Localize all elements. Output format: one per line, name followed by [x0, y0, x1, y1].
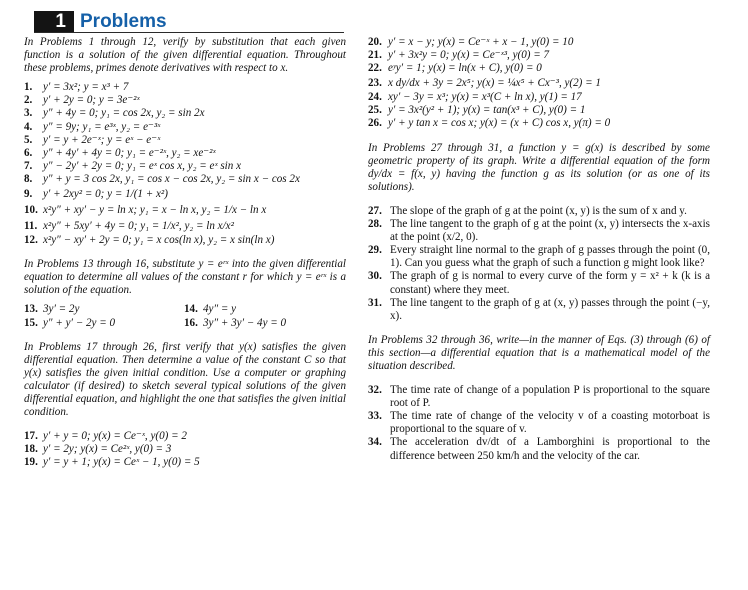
problem-text: y′ + 2xy² = 0; y = 1/(1 + x²) [43, 188, 168, 201]
problem-number: 16. [184, 316, 198, 329]
problem-item [24, 317, 184, 330]
problem-text: y″ + 4y′ + 4y = 0; y₁ = e⁻²ˣ, y₂ = xe⁻²ˣ [43, 146, 216, 159]
problem-number: 4. [24, 120, 33, 133]
problem-text: x²y″ + xy′ − y = ln x; y₁ = x − ln x, y₂ = 1/x − ln x [43, 204, 267, 217]
intro-problems-17-26: In Problems 17 through 26, first verify that y(x) satisfies the given differential equation. Then determine a value of the constant C so that y(x) satisfies the given initial condition. Use a computer or graphing calculator (if desired) to sketch several typical solutions of the given differential equation, and highlight the one that satisfies the given initial condition. [24, 340, 346, 419]
problem-item [24, 430, 346, 443]
problem-text: y′ + 2y = 0; y = 3e⁻²ˣ [43, 94, 140, 107]
problem-item [368, 297, 710, 323]
problem-item [24, 218, 346, 234]
problem-text: x dy/dx + 3y = 2x⁵; y(x) = ¼x⁵ + Cx⁻³, y(2) = 1 [388, 77, 601, 90]
problem-text: x²y″ + 5xy′ + 4y = 0; y₁ = 1/x², y₂ = ln x/x² [43, 220, 234, 233]
problem-text: x²y″ − xy′ + 2y = 0; y₁ = x cos(ln x), y₂ = x sin(ln x) [43, 234, 275, 247]
problem-number: 14. [184, 303, 198, 316]
problem-text: y′ = y + 2e⁻ˣ; y = eˣ − e⁻ˣ [43, 133, 161, 146]
problem-item [24, 186, 346, 202]
left-column [24, 36, 346, 469]
problem-item [24, 202, 346, 218]
problem-number: 25. [368, 104, 382, 117]
problem-text: The line tangent to the graph of g at (x, y) passes through the point (−y, x). [390, 296, 710, 322]
problem-item [24, 173, 346, 186]
problem-number: 33. [368, 410, 382, 423]
problem-list-13-16 [24, 303, 346, 329]
problem-item [24, 134, 346, 147]
problem-text: Every straight line normal to the graph of g passes through the point (0, 1). Can you guess what the graph of such a function g might look like? [390, 244, 710, 270]
problem-item [368, 205, 710, 218]
right-column [368, 36, 710, 463]
problem-number: 29. [368, 244, 382, 257]
problem-text: y′ = y + 1; y(x) = Ceˣ − 1, y(0) = 5 [43, 456, 200, 469]
problem-item [368, 410, 710, 436]
problem-item [184, 317, 344, 330]
problem-item [24, 121, 346, 134]
section-title: Problems [80, 11, 167, 32]
problem-number: 6. [24, 146, 33, 159]
problem-number: 24. [368, 91, 382, 104]
problem-text: y″ + 4y = 0; y₁ = cos 2x, y₂ = sin 2x [43, 107, 205, 120]
problem-item [24, 107, 346, 120]
section-header [34, 11, 167, 32]
intro-problems-13-16: In Problems 13 through 16, substitute y = eʳˣ into the given differential equation to determine all values of the constant r for which y = eʳˣ is a solution of the equation. [24, 258, 346, 297]
problem-item [24, 303, 184, 316]
problem-text: y′ + y = 0; y(x) = Ce⁻ˣ, y(0) = 2 [43, 430, 187, 443]
section-number: 1 [34, 11, 74, 32]
problem-number: 11. [24, 220, 38, 233]
problem-number: 28. [368, 218, 382, 231]
problem-number: 18. [24, 443, 38, 456]
problem-row [24, 303, 346, 316]
problem-text: 4y″ = y [203, 303, 237, 316]
problem-list-32-34 [368, 384, 710, 463]
problem-number: 15. [24, 316, 38, 329]
problem-text: y′ + 3x²y = 0; y(x) = Ce⁻ˣ³, y(0) = 7 [388, 49, 550, 62]
problem-number: 8. [24, 172, 33, 185]
problem-item [368, 218, 710, 244]
problem-number: 21. [368, 49, 382, 62]
problem-item [368, 436, 710, 462]
problem-item [184, 303, 344, 316]
problem-number: 32. [368, 384, 382, 397]
problem-number: 34. [368, 436, 382, 449]
problem-text: y′ = 2y; y(x) = Ce²ˣ, y(0) = 3 [43, 443, 172, 456]
problem-item [368, 104, 710, 117]
problem-number: 10. [24, 204, 38, 217]
problem-item [24, 443, 346, 456]
problem-text: y′ = 3x²(y² + 1); y(x) = tan(x³ + C), y(0) = 1 [388, 104, 586, 117]
problem-item [368, 91, 710, 104]
problem-text: y″ = 9y; y₁ = e³ˣ, y₂ = e⁻³ˣ [43, 120, 161, 133]
problem-item [368, 384, 710, 410]
problem-number: 30. [368, 270, 382, 283]
problem-text: y′ = 3x²; y = x³ + 7 [43, 81, 129, 94]
problem-text: The time rate of change of the velocity v of a coasting motorboat is proportional to the square of v. [390, 410, 710, 436]
problem-item [24, 81, 346, 94]
problem-number: 31. [368, 296, 382, 309]
problem-number: 1. [24, 81, 33, 94]
problem-number: 27. [368, 204, 382, 217]
problem-item [368, 36, 710, 49]
problem-text: y″ + y′ − 2y = 0 [43, 316, 116, 329]
problem-row [24, 317, 346, 330]
problem-number: 5. [24, 133, 33, 146]
intro-problems-27-31: In Problems 27 through 31, a function y = g(x) is described by some geometric property of its graph. Write a differential equation of the form dy/dx = f(x, y) having the function g as its solution (or as one of its solutions). [368, 141, 710, 193]
problem-item [24, 234, 346, 247]
problem-number: 2. [24, 94, 33, 107]
problem-item [24, 94, 346, 107]
problem-list-20-26 [368, 36, 710, 131]
problem-number: 19. [24, 456, 38, 469]
problem-item [24, 456, 346, 469]
problem-number: 7. [24, 159, 33, 172]
problem-item [368, 244, 710, 270]
problem-number: 26. [368, 117, 382, 130]
header-rule [34, 32, 344, 33]
problem-number: 9. [24, 188, 33, 201]
problem-text: The line tangent to the graph of g at the point (x, y) intersects the x-axis at the point (x/2, 0). [390, 218, 710, 244]
problem-number: 20. [368, 36, 382, 48]
problem-item [24, 147, 346, 160]
problem-number: 23. [368, 77, 382, 90]
problem-text: xy′ − 3y = x³; y(x) = x³(C + ln x), y(1) = 17 [388, 91, 582, 104]
intro-problems-32-36: In Problems 32 through 36, write—in the manner of Eqs. (3) through (6) of this section—a differential equation that is a mathematical model of the situation described. [368, 333, 710, 372]
problem-item [24, 160, 346, 173]
problem-list-1-12 [24, 81, 346, 247]
problem-item [368, 75, 710, 91]
intro-problems-1-12: In Problems 1 through 12, verify by substitution that each given function is a solution of the given differential equation. Throughout these problems, primes denote derivatives with respect to x. [24, 36, 346, 75]
problem-text: The graph of g is normal to every curve of the form y = x² + k (k is a constant) where they meet. [390, 270, 710, 296]
problem-number: 17. [24, 430, 38, 443]
problem-item [368, 49, 710, 62]
problem-number: 13. [24, 303, 38, 316]
problem-item [368, 62, 710, 75]
problem-text: y″ − 2y′ + 2y = 0; y₁ = eˣ cos x, y₂ = eˣ sin x [43, 159, 241, 172]
problem-text: 3y′ = 2y [43, 303, 80, 316]
problem-text: y′ + y tan x = cos x; y(x) = (x + C) cos x, y(π) = 0 [388, 117, 611, 130]
problem-text: y′ = x − y; y(x) = Ce⁻ˣ + x − 1, y(0) = 10 [388, 36, 574, 48]
problem-text: The time rate of change of a population P is proportional to the square root of P. [390, 384, 710, 410]
problem-number: 12. [24, 234, 38, 247]
problem-number: 22. [368, 62, 382, 75]
problem-text: y″ + y = 3 cos 2x, y₁ = cos x − cos 2x, y₂ = sin x − cos 2x [43, 172, 300, 185]
problem-item [368, 117, 710, 130]
problem-text: The acceleration dv/dt of a Lamborghini is proportional to the difference between 250 km/h and the velocity of the car. [390, 436, 710, 462]
problem-list-27-31 [368, 205, 710, 323]
problem-text: eʸy′ = 1; y(x) = ln(x + C), y(0) = 0 [388, 62, 542, 75]
problem-text: The slope of the graph of g at the point (x, y) is the sum of x and y. [390, 204, 687, 217]
problem-text: 3y″ + 3y′ − 4y = 0 [203, 316, 287, 329]
problem-item [368, 270, 710, 296]
problem-number: 3. [24, 107, 33, 120]
problem-list-17-19 [24, 430, 346, 469]
